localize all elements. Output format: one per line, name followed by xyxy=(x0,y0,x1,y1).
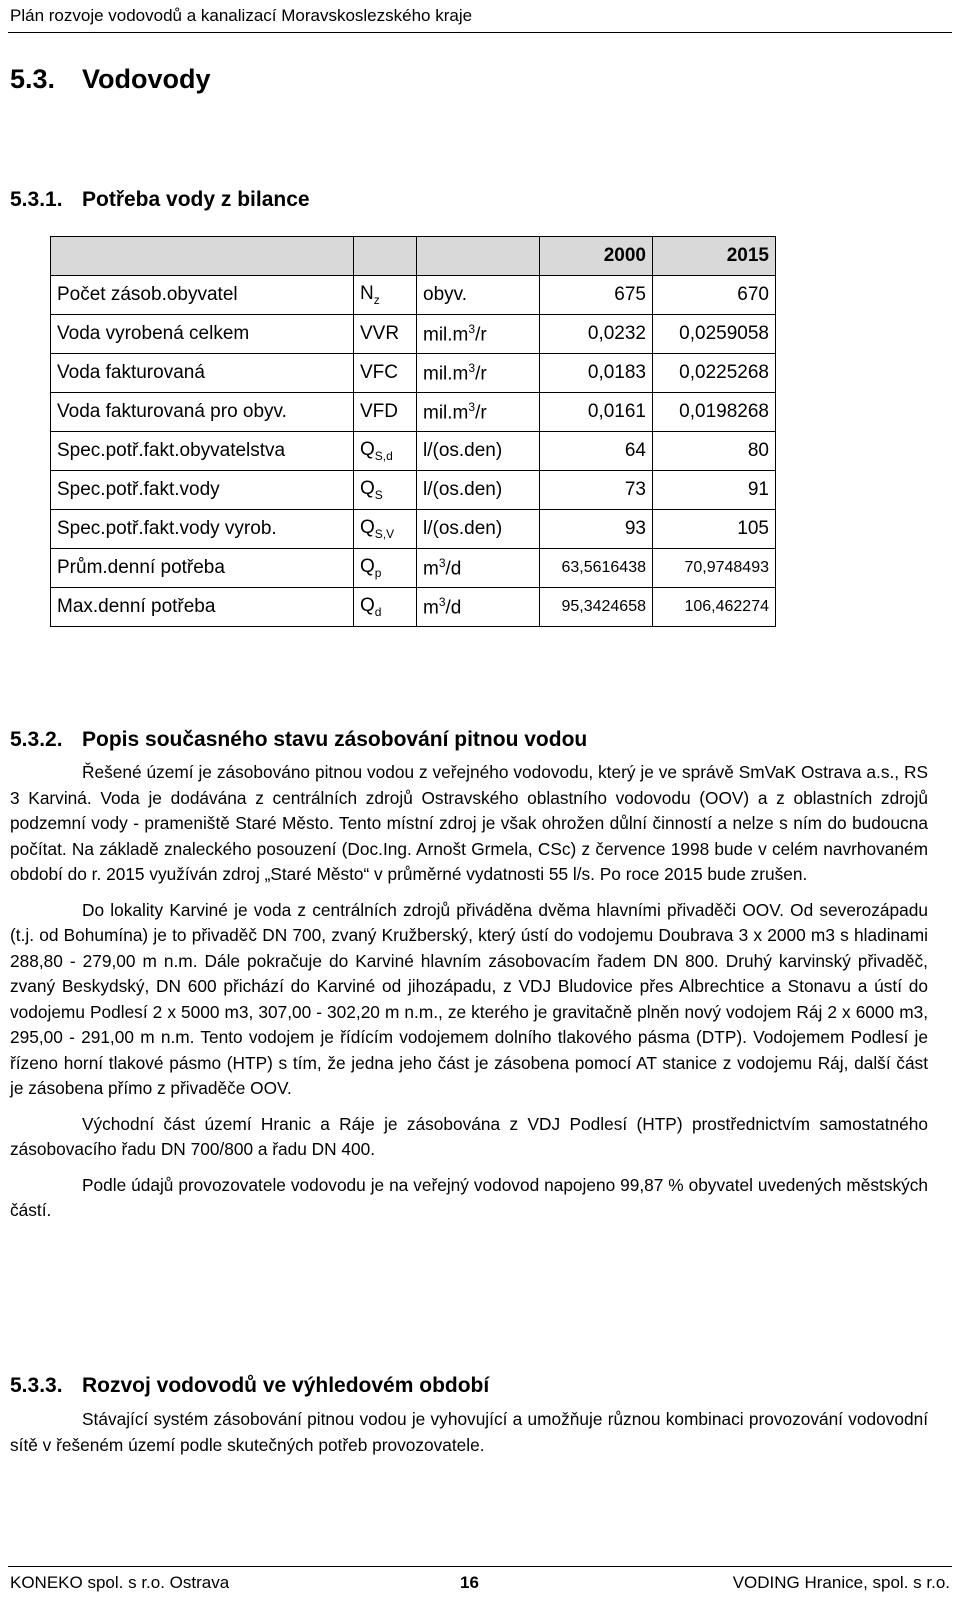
row-value-2015: 105 xyxy=(653,510,776,549)
subsection-number: 5.3.1. xyxy=(10,188,63,211)
row-value-2000: 93 xyxy=(540,510,653,549)
row-symbol: VFC xyxy=(354,354,417,393)
row-value-2000: 0,0161 xyxy=(540,393,653,432)
footer-rule xyxy=(8,1566,952,1567)
row-value-2015: 0,0259058 xyxy=(653,315,776,354)
row-unit: l/(os.den) xyxy=(417,471,540,510)
row-unit: l/(os.den) xyxy=(417,510,540,549)
table-row xyxy=(51,510,776,549)
row-value-2000: 0,0232 xyxy=(540,315,653,354)
row-symbol: $Q_{S,d}$ xyxy=(354,432,417,471)
table-row xyxy=(51,432,776,471)
footer-left: KONEKO spol. s r.o. Ostrava xyxy=(10,1573,230,1592)
subsection-title: Rozvoj vodovodů ve výhledovém období xyxy=(82,1374,490,1397)
row-label: Spec.potř.fakt.vody xyxy=(51,471,354,510)
subsection-number: 5.3.3. xyxy=(10,1374,63,1397)
table-row xyxy=(51,588,776,627)
row-value-2015: 70,9748493 xyxy=(653,549,776,588)
table-header-row xyxy=(51,237,776,276)
page-header: Plán rozvoje vodovodů a kanalizací Moravskoslezského kraje xyxy=(10,6,473,25)
row-value-2015: 670 xyxy=(653,276,776,315)
row-value-2000: 63,5616438 xyxy=(540,549,653,588)
current-state-text xyxy=(10,760,928,1234)
section-heading xyxy=(10,64,211,95)
header-year-2000: 2000 xyxy=(540,237,653,276)
row-symbol: $N_z$ xyxy=(354,276,417,315)
row-value-2015: 0,0225268 xyxy=(653,354,776,393)
subsection-heading-1 xyxy=(10,188,310,212)
row-label: Počet zásob.obyvatel xyxy=(51,276,354,315)
paragraph: Řešené území je zásobováno pitnou vodou z veřejného vodovodu, který je ve správě SmVaK Ostrava a.s., RS 3 Karviná. Voda je dodávána z centrálních zdrojů Ostravského oblastního vodovodu (OOV) a z oblastních zdrojů podzemní vody - prameniště Staré Město. Tento místní zdroj je však ohrožen důlní činností a nelze s ním do budoucna počítat. Na základě znaleckého posouzení (Doc.Ing. Arnošt Grmela, CSc) z července 1998 bude v celém navrhovaném období do r. 2015 využíván zdroj „Staré Město“ v průměrné vydatnosti 55 l/s. Po roce 2015 bude zrušen. xyxy=(10,762,928,884)
row-unit: l/(os.den) xyxy=(417,432,540,471)
row-symbol: VFD xyxy=(354,393,417,432)
row-unit: $m^3/d$ xyxy=(417,588,540,627)
subsection-heading-2 xyxy=(10,728,587,752)
header-cell-empty xyxy=(354,237,417,276)
row-label: Max.denní potřeba xyxy=(51,588,354,627)
subsection-title: Potřeba vody z bilance xyxy=(82,188,310,211)
page-number: 16 xyxy=(460,1573,479,1592)
row-value-2000: 675 xyxy=(540,276,653,315)
table-row xyxy=(51,471,776,510)
row-value-2000: 64 xyxy=(540,432,653,471)
footer-right: VODING Hranice, spol. s r.o. xyxy=(732,1573,950,1592)
row-symbol: $Q_d$ xyxy=(354,588,417,627)
row-label: Spec.potř.fakt.vody vyrob. xyxy=(51,510,354,549)
row-unit: obyv. xyxy=(417,276,540,315)
section-number: 5.3. xyxy=(10,64,56,94)
water-demand-table xyxy=(50,236,776,627)
row-label: Voda fakturovaná xyxy=(51,354,354,393)
row-label: Voda vyrobená celkem xyxy=(51,315,354,354)
table-row xyxy=(51,315,776,354)
row-unit: $mil.m^3/r$ xyxy=(417,393,540,432)
section-title: Vodovody xyxy=(82,64,211,94)
row-unit: $mil.m^3/r$ xyxy=(417,354,540,393)
row-value-2015: 106,462274 xyxy=(653,588,776,627)
table-row xyxy=(51,354,776,393)
row-label: Spec.potř.fakt.obyvatelstva xyxy=(51,432,354,471)
row-symbol: $Q_S$ xyxy=(354,471,417,510)
development-text xyxy=(10,1407,928,1468)
header-year-2015: 2015 xyxy=(653,237,776,276)
row-unit: $mil.m^3/r$ xyxy=(417,315,540,354)
paragraph: Do lokality Karviné je voda z centrálních zdrojů přiváděna dvěma hlavními přivaděči OOV. Od severozápadu (t.j. od Bohumína) je to přivaděč DN 700, zvaný Kružberský, který ústí do vodojemu Doubrava 3 x 2000 m3 s hladinami 288,80 - 279,00 m n.m. Dále pokračuje do Karviné hlavním zásobovacím řadem DN 800. Druhý karvinský přivaděč, zvaný Beskydský, DN 600 přichází do Karviné od jihozápadu, z VDJ Bludovice přes Albrechtice a Stonavu a ústí do vodojemu Podlesí 2 x 5000 m3, 307,00 - 302,20 m n.m., ze kterého je gravitačně plněn nový vodojem Ráj 2 x 6000 m3, 295,00 - 291,00 m n.m. Tento vodojem je řídícím vodojemem dolního tlakového pásma (DTP). Vodojemem Podlesí je řízeno horní tlakové pásmo (HTP) s tím, že jedna jeho část je zásobena pomocí AT stanice z vodojemu Ráj, další část je zásobena přímo z přivaděče OOV. xyxy=(10,899,928,1098)
paragraph: Východní část území Hranic a Ráje je zásobována z VDJ Podlesí (HTP) prostřednictvím samostatného zásobovacího řadu DN 700/800 a řadu DN 400. xyxy=(10,1113,928,1159)
row-value-2015: 91 xyxy=(653,471,776,510)
row-value-2000: 95,3424658 xyxy=(540,588,653,627)
row-value-2015: 80 xyxy=(653,432,776,471)
subsection-title: Popis současného stavu zásobování pitnou vodou xyxy=(82,728,588,751)
table-row xyxy=(51,276,776,315)
table-row xyxy=(51,549,776,588)
subsection-number: 5.3.2. xyxy=(10,728,63,751)
row-value-2015: 0,0198268 xyxy=(653,393,776,432)
header-cell-empty xyxy=(417,237,540,276)
header-cell-empty xyxy=(51,237,354,276)
table-row xyxy=(51,393,776,432)
row-symbol: VVR xyxy=(354,315,417,354)
row-symbol: $Q_{S,V}$ xyxy=(354,510,417,549)
row-label: Prům.denní potřeba xyxy=(51,549,354,588)
row-unit: $m^3/d$ xyxy=(417,549,540,588)
row-label: Voda fakturovaná pro obyv. xyxy=(51,393,354,432)
row-value-2000: 0,0183 xyxy=(540,354,653,393)
subsection-heading-3 xyxy=(10,1374,489,1398)
paragraph: Podle údajů provozovatele vodovodu je na veřejný vodovod napojeno 99,87 % obyvatel uvedených městských částí. xyxy=(10,1174,928,1220)
paragraph: Stávající systém zásobování pitnou vodou je vyhovující a umožňuje různou kombinaci provozování vodovodní sítě v řešeném území podle skutečných potřeb provozovatele. xyxy=(10,1409,928,1455)
header-rule xyxy=(8,32,952,33)
row-value-2000: 73 xyxy=(540,471,653,510)
row-symbol: $Q_p$ xyxy=(354,549,417,588)
